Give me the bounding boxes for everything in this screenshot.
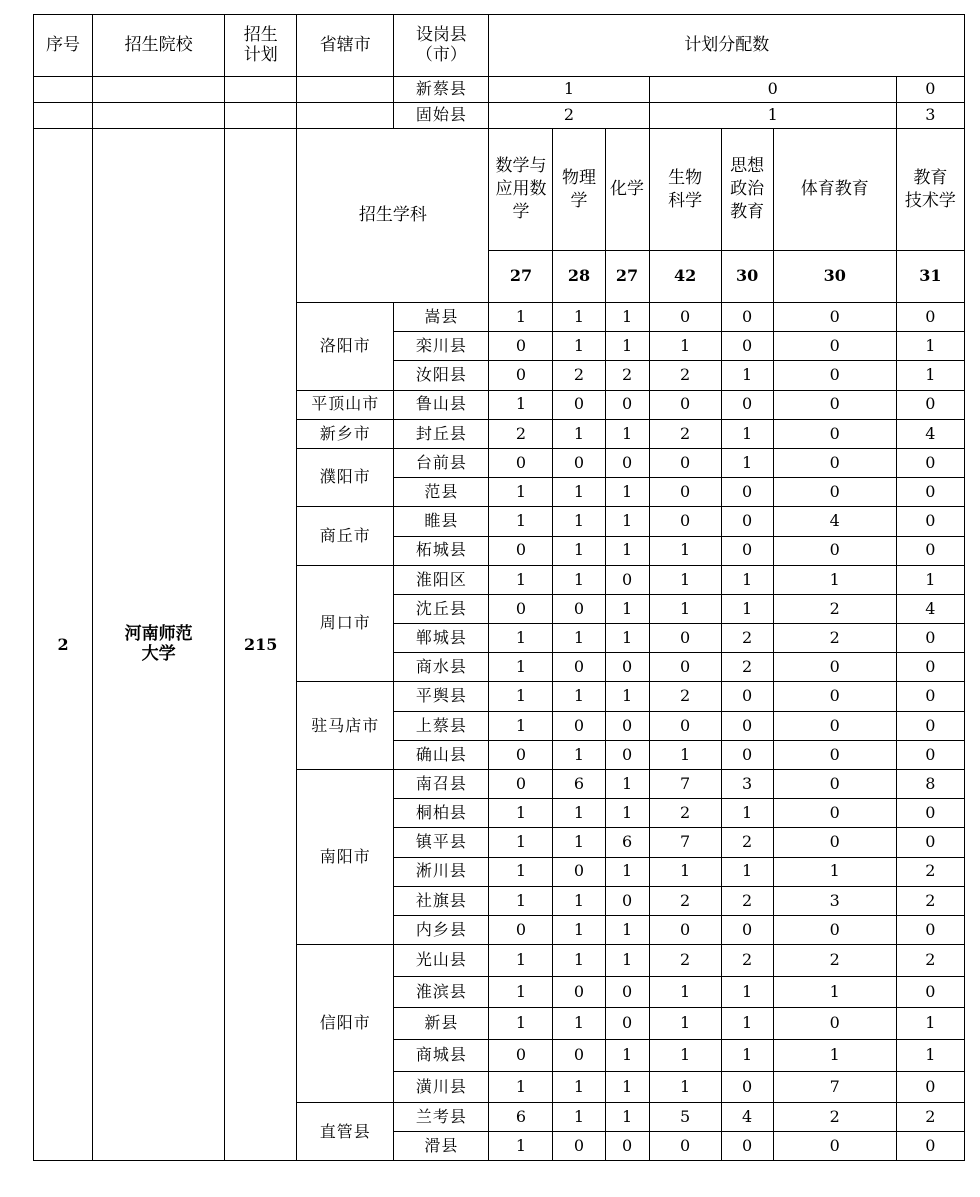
- value-cell: 1: [489, 886, 553, 915]
- value-cell: 4: [896, 419, 964, 448]
- value-cell: 0: [605, 886, 649, 915]
- value-cell: 1: [649, 565, 721, 594]
- city-cell: 商丘市: [297, 507, 394, 565]
- value-cell: 2: [773, 594, 896, 623]
- empty-cell: [225, 103, 297, 129]
- county-cell: 范县: [394, 478, 489, 507]
- value-cell: 1: [649, 1071, 721, 1103]
- value-cell: 1: [489, 857, 553, 886]
- value-cell: 0: [896, 711, 964, 740]
- value-cell: 1: [605, 507, 649, 536]
- value-cell: 0: [553, 1132, 605, 1161]
- value-cell: 0: [553, 1039, 605, 1071]
- value-cell: 0: [489, 1039, 553, 1071]
- value-cell: 0: [773, 303, 896, 332]
- value-cell: 1: [489, 303, 553, 332]
- value-cell: 0: [649, 507, 721, 536]
- value-cell: 2: [773, 945, 896, 977]
- subject-name: 生物 科学: [649, 129, 721, 251]
- value-cell: 0: [896, 624, 964, 653]
- value-cell: 0: [721, 390, 773, 419]
- value-cell: 1: [489, 653, 553, 682]
- value-cell: 3: [721, 770, 773, 799]
- value-cell: 4: [721, 1103, 773, 1132]
- value-cell: 0: [773, 799, 896, 828]
- value-cell: 1: [896, 332, 964, 361]
- value-cell: 1: [721, 857, 773, 886]
- value-cell: 2: [896, 945, 964, 977]
- empty-cell: [297, 103, 394, 129]
- county-cell: 镇平县: [394, 828, 489, 857]
- city-cell: 信阳市: [297, 945, 394, 1103]
- value-cell: 1: [489, 976, 553, 1008]
- value-cell: 0: [649, 478, 721, 507]
- value-cell: 1: [605, 770, 649, 799]
- subject-count: 31: [896, 251, 964, 303]
- value-cell: 1: [489, 565, 553, 594]
- county-cell: 桐柏县: [394, 799, 489, 828]
- empty-cell: [93, 103, 225, 129]
- value-cell: 1: [649, 857, 721, 886]
- county-cell: 睢县: [394, 507, 489, 536]
- county-cell: 南召县: [394, 770, 489, 799]
- value-cell: 0: [896, 1071, 964, 1103]
- value-cell: 1: [605, 624, 649, 653]
- value-cell: 0: [489, 594, 553, 623]
- subject-name: 化学: [605, 129, 649, 251]
- value-cell: 0: [553, 653, 605, 682]
- value-cell: 1: [489, 682, 553, 711]
- value-cell: 0: [773, 682, 896, 711]
- value-cell: 2: [649, 419, 721, 448]
- county-cell: 郸城县: [394, 624, 489, 653]
- value-cell: 0: [721, 303, 773, 332]
- value-cell: 0: [896, 448, 964, 477]
- value-cell: 0: [773, 653, 896, 682]
- value-cell: 0: [489, 536, 553, 565]
- empty-cell: [297, 77, 394, 103]
- value-cell: 0: [605, 1008, 649, 1040]
- value-cell: 1: [649, 976, 721, 1008]
- value-cell: 1: [649, 103, 896, 129]
- subject-name-row: [34, 129, 965, 251]
- value-cell: 7: [649, 828, 721, 857]
- value-cell: 0: [553, 857, 605, 886]
- value-cell: 0: [649, 915, 721, 944]
- value-cell: 3: [773, 886, 896, 915]
- value-cell: 0: [605, 711, 649, 740]
- value-cell: 0: [896, 478, 964, 507]
- value-cell: 0: [721, 332, 773, 361]
- value-cell: 0: [773, 361, 896, 390]
- header-city: 省辖市: [297, 15, 394, 77]
- value-cell: 1: [605, 332, 649, 361]
- value-cell: 2: [649, 682, 721, 711]
- value-cell: 0: [553, 390, 605, 419]
- value-cell: 1: [896, 361, 964, 390]
- value-cell: 1: [649, 1039, 721, 1071]
- value-cell: 0: [773, 770, 896, 799]
- value-cell: 0: [721, 915, 773, 944]
- school-seq: 2: [34, 129, 93, 1161]
- empty-cell: [93, 77, 225, 103]
- county-cell: 潢川县: [394, 1071, 489, 1103]
- value-cell: 0: [773, 419, 896, 448]
- value-cell: 1: [489, 1132, 553, 1161]
- value-cell: 1: [605, 303, 649, 332]
- empty-cell: [34, 103, 93, 129]
- value-cell: 1: [649, 594, 721, 623]
- value-cell: 1: [605, 478, 649, 507]
- value-cell: 1: [896, 1039, 964, 1071]
- value-cell: 1: [553, 682, 605, 711]
- value-cell: 0: [896, 682, 964, 711]
- value-cell: 1: [721, 976, 773, 1008]
- city-cell: 平顶山市: [297, 390, 394, 419]
- value-cell: 0: [896, 799, 964, 828]
- value-cell: 1: [605, 682, 649, 711]
- value-cell: 2: [649, 945, 721, 977]
- value-cell: 1: [553, 419, 605, 448]
- value-cell: 1: [489, 828, 553, 857]
- value-cell: 1: [605, 1103, 649, 1132]
- county-cell: 社旗县: [394, 886, 489, 915]
- subject-count: 42: [649, 251, 721, 303]
- value-cell: 1: [489, 799, 553, 828]
- value-cell: 1: [553, 507, 605, 536]
- value-cell: 1: [721, 419, 773, 448]
- value-cell: 0: [896, 303, 964, 332]
- value-cell: 1: [721, 1008, 773, 1040]
- county-cell: 光山县: [394, 945, 489, 977]
- value-cell: 0: [605, 740, 649, 769]
- header-school: 招生院校: [93, 15, 225, 77]
- county-cell: 平舆县: [394, 682, 489, 711]
- value-cell: 1: [489, 77, 649, 103]
- value-cell: 2: [721, 653, 773, 682]
- subject-name: 数学与 应用数 学: [489, 129, 553, 251]
- value-cell: 0: [773, 1132, 896, 1161]
- value-cell: 2: [896, 1103, 964, 1132]
- subject-name: 体育教育: [773, 129, 896, 251]
- school-plan: 215: [225, 129, 297, 1161]
- value-cell: 6: [605, 828, 649, 857]
- county-cell: 淅川县: [394, 857, 489, 886]
- value-cell: 2: [896, 857, 964, 886]
- value-cell: 7: [649, 770, 721, 799]
- value-cell: 1: [553, 1071, 605, 1103]
- value-cell: 1: [553, 799, 605, 828]
- county-cell: 固始县: [394, 103, 489, 129]
- value-cell: 1: [721, 565, 773, 594]
- county-cell: 嵩县: [394, 303, 489, 332]
- value-cell: 1: [896, 565, 964, 594]
- value-cell: 1: [773, 1039, 896, 1071]
- value-cell: 1: [721, 594, 773, 623]
- value-cell: 0: [896, 507, 964, 536]
- value-cell: 1: [553, 332, 605, 361]
- value-cell: 0: [605, 390, 649, 419]
- county-cell: 上蔡县: [394, 711, 489, 740]
- value-cell: 1: [649, 740, 721, 769]
- value-cell: 0: [605, 565, 649, 594]
- value-cell: 2: [649, 799, 721, 828]
- value-cell: 4: [896, 594, 964, 623]
- value-cell: 0: [773, 448, 896, 477]
- value-cell: 1: [553, 740, 605, 769]
- value-cell: 1: [553, 915, 605, 944]
- value-cell: 0: [721, 507, 773, 536]
- value-cell: 0: [896, 77, 964, 103]
- value-cell: 1: [553, 828, 605, 857]
- city-cell: 驻马店市: [297, 682, 394, 770]
- county-cell: 商城县: [394, 1039, 489, 1071]
- value-cell: 1: [773, 857, 896, 886]
- value-cell: 0: [649, 653, 721, 682]
- city-cell: 周口市: [297, 565, 394, 682]
- value-cell: 0: [649, 390, 721, 419]
- value-cell: 0: [553, 594, 605, 623]
- value-cell: 1: [605, 594, 649, 623]
- value-cell: 0: [773, 915, 896, 944]
- value-cell: 1: [489, 390, 553, 419]
- value-cell: 1: [553, 886, 605, 915]
- value-cell: 3: [896, 103, 964, 129]
- value-cell: 0: [649, 303, 721, 332]
- value-cell: 0: [773, 390, 896, 419]
- empty-cell: [225, 77, 297, 103]
- value-cell: 0: [896, 740, 964, 769]
- header-seq: 序号: [34, 15, 93, 77]
- value-cell: 1: [553, 1103, 605, 1132]
- value-cell: 0: [773, 332, 896, 361]
- value-cell: 2: [721, 945, 773, 977]
- value-cell: 0: [489, 448, 553, 477]
- value-cell: 0: [896, 390, 964, 419]
- value-cell: 2: [553, 361, 605, 390]
- value-cell: 0: [773, 740, 896, 769]
- value-cell: 0: [489, 332, 553, 361]
- value-cell: 1: [489, 507, 553, 536]
- value-cell: 1: [489, 711, 553, 740]
- value-cell: 0: [649, 448, 721, 477]
- county-cell: 淮滨县: [394, 976, 489, 1008]
- value-cell: 5: [649, 1103, 721, 1132]
- value-cell: 0: [553, 448, 605, 477]
- value-cell: 1: [605, 915, 649, 944]
- value-cell: 0: [896, 915, 964, 944]
- county-cell: 淮阳区: [394, 565, 489, 594]
- carryover-row: [34, 103, 965, 129]
- value-cell: 1: [896, 1008, 964, 1040]
- value-cell: 0: [489, 770, 553, 799]
- value-cell: 1: [773, 976, 896, 1008]
- value-cell: 1: [489, 624, 553, 653]
- value-cell: 1: [553, 945, 605, 977]
- value-cell: 0: [896, 536, 964, 565]
- value-cell: 1: [721, 448, 773, 477]
- value-cell: 0: [896, 828, 964, 857]
- value-cell: 2: [489, 103, 649, 129]
- value-cell: 0: [605, 1132, 649, 1161]
- city-cell: 濮阳市: [297, 448, 394, 506]
- county-cell: 兰考县: [394, 1103, 489, 1132]
- header-allocation: 计划分配数: [489, 15, 965, 77]
- value-cell: 8: [896, 770, 964, 799]
- value-cell: 0: [649, 1132, 721, 1161]
- value-cell: 0: [773, 1008, 896, 1040]
- value-cell: 1: [773, 565, 896, 594]
- value-cell: 1: [605, 945, 649, 977]
- county-cell: 鲁山县: [394, 390, 489, 419]
- county-cell: 确山县: [394, 740, 489, 769]
- value-cell: 0: [553, 976, 605, 1008]
- value-cell: 0: [721, 682, 773, 711]
- county-cell: 内乡县: [394, 915, 489, 944]
- value-cell: 2: [605, 361, 649, 390]
- value-cell: 0: [773, 478, 896, 507]
- subject-count: 27: [489, 251, 553, 303]
- value-cell: 0: [773, 536, 896, 565]
- value-cell: 2: [649, 886, 721, 915]
- city-cell: 新乡市: [297, 419, 394, 448]
- city-cell: 直管县: [297, 1103, 394, 1161]
- value-cell: 1: [605, 857, 649, 886]
- value-cell: 6: [489, 1103, 553, 1132]
- value-cell: 0: [721, 1132, 773, 1161]
- value-cell: 1: [489, 1008, 553, 1040]
- value-cell: 1: [605, 419, 649, 448]
- value-cell: 1: [721, 1039, 773, 1071]
- empty-cell: [34, 77, 93, 103]
- value-cell: 1: [721, 361, 773, 390]
- value-cell: 0: [489, 740, 553, 769]
- value-cell: 1: [605, 1039, 649, 1071]
- county-cell: 沈丘县: [394, 594, 489, 623]
- carryover-row: [34, 77, 965, 103]
- value-cell: 0: [605, 976, 649, 1008]
- county-cell: 新蔡县: [394, 77, 489, 103]
- value-cell: 0: [896, 1132, 964, 1161]
- subjects-label: 招生学科: [297, 129, 489, 303]
- value-cell: 2: [649, 361, 721, 390]
- value-cell: 0: [553, 711, 605, 740]
- header-row: [34, 15, 965, 77]
- county-cell: 封丘县: [394, 419, 489, 448]
- value-cell: 7: [773, 1071, 896, 1103]
- header-county: 设岗县 （市）: [394, 15, 489, 77]
- value-cell: 0: [773, 828, 896, 857]
- value-cell: 1: [553, 1008, 605, 1040]
- value-cell: 1: [605, 1071, 649, 1103]
- allocation-table: [33, 14, 965, 1161]
- subject-count: 28: [553, 251, 605, 303]
- value-cell: 0: [605, 448, 649, 477]
- value-cell: 1: [553, 565, 605, 594]
- value-cell: 0: [721, 740, 773, 769]
- value-cell: 1: [649, 332, 721, 361]
- county-cell: 滑县: [394, 1132, 489, 1161]
- value-cell: 2: [489, 419, 553, 448]
- county-cell: 台前县: [394, 448, 489, 477]
- value-cell: 2: [721, 828, 773, 857]
- value-cell: 0: [896, 976, 964, 1008]
- value-cell: 1: [553, 303, 605, 332]
- value-cell: 2: [721, 886, 773, 915]
- value-cell: 2: [773, 1103, 896, 1132]
- value-cell: 1: [489, 478, 553, 507]
- value-cell: 4: [773, 507, 896, 536]
- value-cell: 0: [489, 361, 553, 390]
- county-cell: 栾川县: [394, 332, 489, 361]
- value-cell: 0: [649, 711, 721, 740]
- county-cell: 汝阳县: [394, 361, 489, 390]
- value-cell: 1: [605, 536, 649, 565]
- value-cell: 1: [649, 1008, 721, 1040]
- county-cell: 商水县: [394, 653, 489, 682]
- value-cell: 1: [489, 1071, 553, 1103]
- value-cell: 2: [721, 624, 773, 653]
- header-plan: 招生 计划: [225, 15, 297, 77]
- value-cell: 0: [773, 711, 896, 740]
- value-cell: 0: [721, 1071, 773, 1103]
- city-cell: 南阳市: [297, 770, 394, 945]
- value-cell: 0: [489, 915, 553, 944]
- county-cell: 新县: [394, 1008, 489, 1040]
- subject-name: 物理 学: [553, 129, 605, 251]
- value-cell: 1: [553, 536, 605, 565]
- value-cell: 1: [489, 945, 553, 977]
- value-cell: 0: [721, 478, 773, 507]
- value-cell: 0: [649, 77, 896, 103]
- subject-count: 30: [773, 251, 896, 303]
- value-cell: 6: [553, 770, 605, 799]
- value-cell: 1: [605, 799, 649, 828]
- value-cell: 0: [896, 653, 964, 682]
- value-cell: 1: [553, 478, 605, 507]
- school-name: 河南师范 大学: [93, 129, 225, 1161]
- value-cell: 1: [721, 799, 773, 828]
- value-cell: 0: [605, 653, 649, 682]
- city-cell: 洛阳市: [297, 303, 394, 391]
- subject-name: 思想 政治 教育: [721, 129, 773, 251]
- subject-name: 教育 技术学: [896, 129, 964, 251]
- county-cell: 柘城县: [394, 536, 489, 565]
- subject-count: 30: [721, 251, 773, 303]
- value-cell: 0: [721, 711, 773, 740]
- value-cell: 1: [553, 624, 605, 653]
- value-cell: 2: [896, 886, 964, 915]
- value-cell: 2: [773, 624, 896, 653]
- subject-count: 27: [605, 251, 649, 303]
- value-cell: 1: [649, 536, 721, 565]
- value-cell: 0: [649, 624, 721, 653]
- value-cell: 0: [721, 536, 773, 565]
